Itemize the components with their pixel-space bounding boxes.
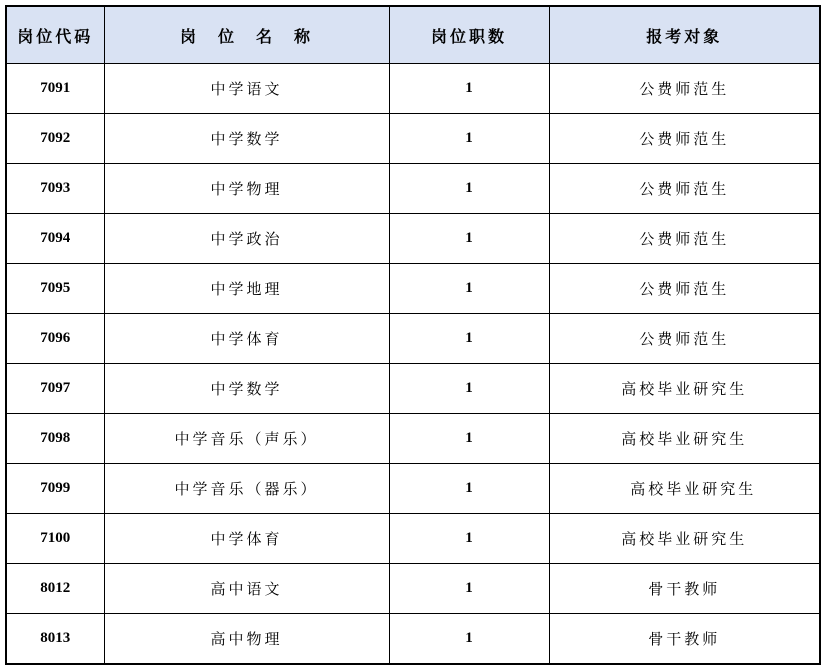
cell-position-name: 中学音乐（器乐） xyxy=(104,464,389,514)
table-row xyxy=(6,464,820,514)
cell-position-code: 7094 xyxy=(6,214,104,264)
table-row xyxy=(6,164,820,214)
table-row xyxy=(6,64,820,114)
cell-application-target: 高校毕业研究生 xyxy=(549,364,820,414)
cell-position-name: 中学音乐（声乐） xyxy=(104,414,389,464)
cell-position-count: 1 xyxy=(389,64,549,114)
cell-position-code: 7098 xyxy=(6,414,104,464)
header-position-name: 岗 位 名 称 xyxy=(104,6,389,64)
table-row xyxy=(6,214,820,264)
header-application-target: 报考对象 xyxy=(549,6,820,64)
table-row xyxy=(6,114,820,164)
cell-application-target: 公费师范生 xyxy=(549,264,820,314)
cell-application-target: 骨干教师 xyxy=(549,614,820,665)
cell-application-target: 公费师范生 xyxy=(549,64,820,114)
table-row xyxy=(6,564,820,614)
cell-position-name: 高中语文 xyxy=(104,564,389,614)
cell-position-name: 中学数学 xyxy=(104,114,389,164)
cell-application-target: 公费师范生 xyxy=(549,164,820,214)
cell-position-count: 1 xyxy=(389,164,549,214)
cell-application-target: 高校毕业研究生 xyxy=(549,464,820,514)
cell-application-target: 公费师范生 xyxy=(549,314,820,364)
cell-application-target: 高校毕业研究生 xyxy=(549,414,820,464)
cell-position-count: 1 xyxy=(389,114,549,164)
cell-position-code: 7096 xyxy=(6,314,104,364)
cell-position-code: 7099 xyxy=(6,464,104,514)
cell-position-name: 中学数学 xyxy=(104,364,389,414)
cell-position-count: 1 xyxy=(389,214,549,264)
cell-application-target: 骨干教师 xyxy=(549,564,820,614)
cell-position-code: 7091 xyxy=(6,64,104,114)
cell-position-name: 中学体育 xyxy=(104,314,389,364)
cell-position-code: 8013 xyxy=(6,614,104,665)
cell-position-name: 中学地理 xyxy=(104,264,389,314)
cell-position-count: 1 xyxy=(389,614,549,665)
cell-position-code: 7097 xyxy=(6,364,104,414)
cell-position-count: 1 xyxy=(389,414,549,464)
cell-position-code: 7092 xyxy=(6,114,104,164)
cell-position-code: 8012 xyxy=(6,564,104,614)
header-position-count: 岗位职数 xyxy=(389,6,549,64)
table-row xyxy=(6,514,820,564)
cell-position-count: 1 xyxy=(389,564,549,614)
table-row xyxy=(6,264,820,314)
cell-position-count: 1 xyxy=(389,464,549,514)
table-row xyxy=(6,414,820,464)
cell-position-count: 1 xyxy=(389,264,549,314)
table-row xyxy=(6,314,820,364)
table-row xyxy=(6,364,820,414)
table-row xyxy=(6,614,820,665)
cell-position-code: 7100 xyxy=(6,514,104,564)
cell-position-count: 1 xyxy=(389,514,549,564)
cell-position-count: 1 xyxy=(389,314,549,364)
cell-application-target: 公费师范生 xyxy=(549,114,820,164)
table-body xyxy=(6,64,820,665)
header-position-code: 岗位代码 xyxy=(6,6,104,64)
cell-application-target: 公费师范生 xyxy=(549,214,820,264)
position-table xyxy=(5,5,821,665)
cell-position-count: 1 xyxy=(389,364,549,414)
cell-position-name: 中学物理 xyxy=(104,164,389,214)
cell-position-code: 7093 xyxy=(6,164,104,214)
cell-position-name: 中学政治 xyxy=(104,214,389,264)
cell-position-name: 高中物理 xyxy=(104,614,389,665)
cell-application-target: 高校毕业研究生 xyxy=(549,514,820,564)
table-header-row xyxy=(6,6,820,64)
cell-position-name: 中学体育 xyxy=(104,514,389,564)
cell-position-name: 中学语文 xyxy=(104,64,389,114)
cell-position-code: 7095 xyxy=(6,264,104,314)
